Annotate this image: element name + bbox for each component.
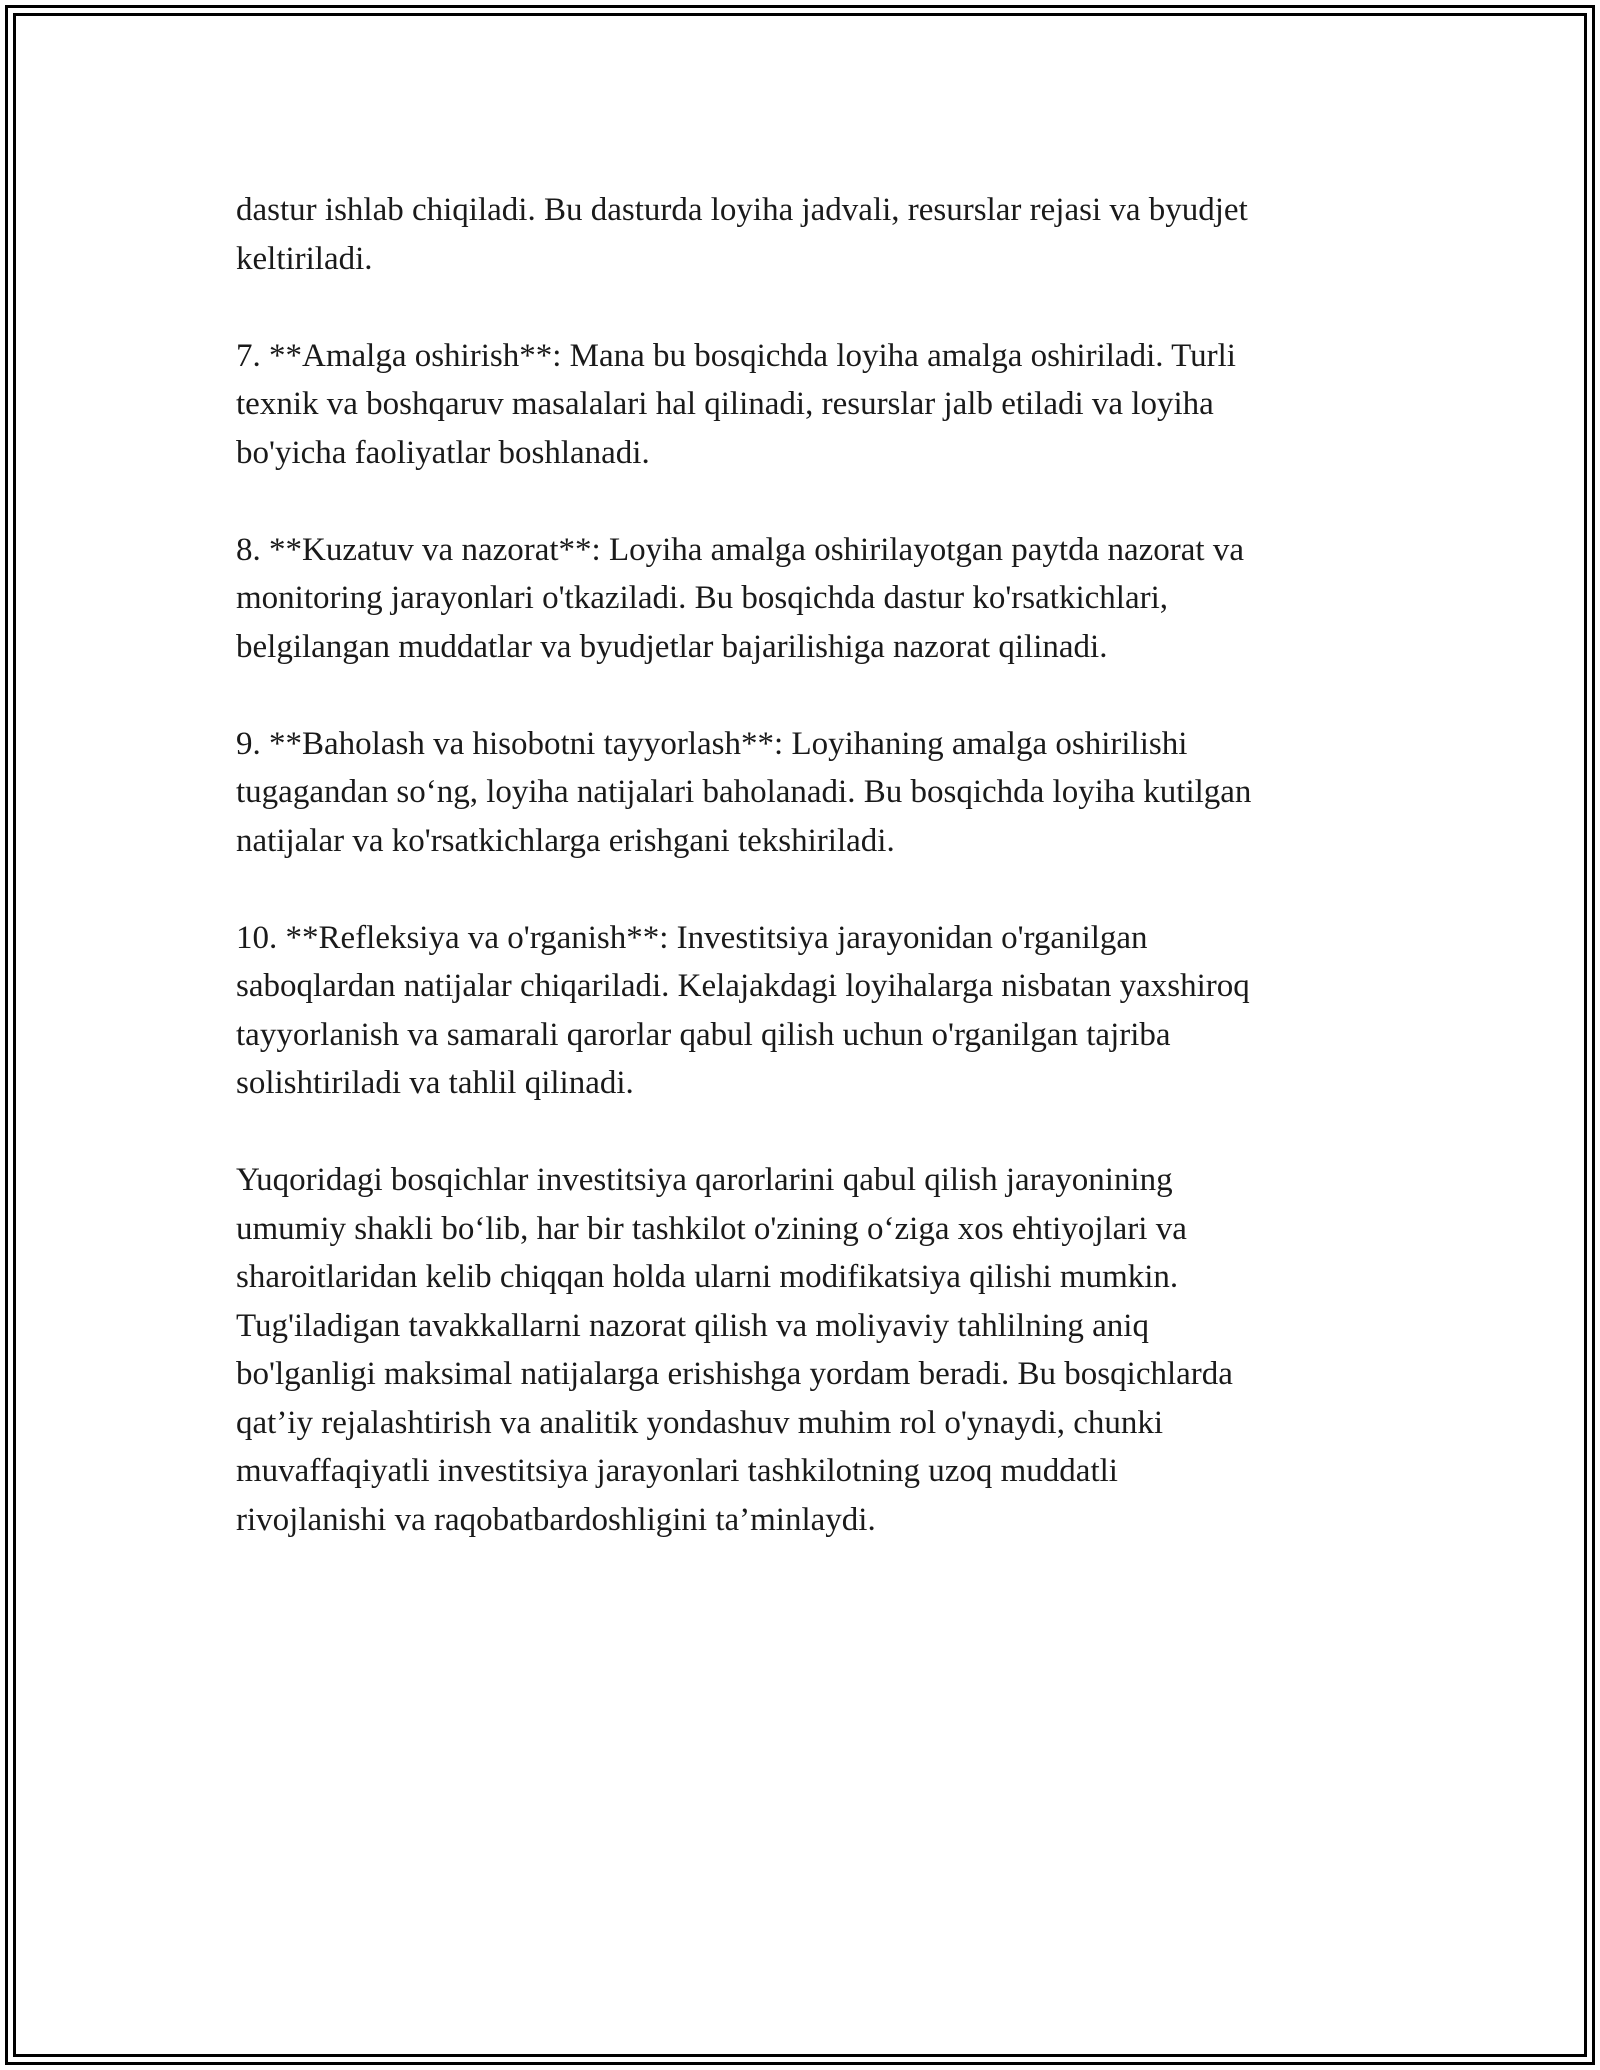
paragraph-conclusion: Yuqoridagi bosqichlar investitsiya qarorlarini qabul qilish jarayonining umumiy shakli bo‘lib, har bir tashkilot o'zining o‘ziga xos ehtiyojlari va sharoitlaridan kelib chiqqan holda ularni modifikatsiya qilishi mumkin. Tug'iladigan tavakkallarni nazorat qilish va moliyaviy tahlilning aniq bo'lganligi maksimal natijalarga erishishga yordam beradi. Bu bosqichlarda qat’iy rejalashtirish va analitik yondashuv muhim rol o'ynaydi, chunki muvaffaqiyatli investitsiya jarayonlari tashkilotning uzoq muddatli rivojlanishi va raqobatbardoshligini ta’minlaydi. bbox=[236, 1162, 1233, 1538]
paragraph-step-7: 7. **Amalga oshirish**: Mana bu bosqichda loyiha amalga oshiriladi. Turli texnik va boshqaruv masalalari hal qilinadi, resurslar jalb etiladi va loyiha bo'yicha faoliyatlar boshlanadi. bbox=[236, 337, 1236, 471]
paragraph-step-10: 10. **Refleksiya va o'rganish**: Investitsiya jarayonidan o'rganilgan saboqlardan natijalar chiqariladi. Kelajakdagi loyihalarga nisbatan yaxshiroq tayyorlanish va samarali qarorlar qabul qilish uchun o'rganilgan tajriba solishtiriladi va tahlil qilinadi. bbox=[236, 919, 1250, 1101]
paragraph-plan-continuation: dastur ishlab chiqiladi. Bu dasturda loyiha jadvali, resurslar rejasi va byudjet keltiriladi. bbox=[236, 192, 1248, 277]
document-body bbox=[236, 186, 1366, 1544]
paragraph-step-8: 8. **Kuzatuv va nazorat**: Loyiha amalga oshirilayotgan paytda nazorat va monitoring jarayonlari o'tkaziladi. Bu bosqichda dastur ko'rsatkichlari, belgilangan muddatlar va byudjetlar bajarilishiga nazorat qilinadi. bbox=[236, 531, 1244, 665]
paragraph-step-9: 9. **Baholash va hisobotni tayyorlash**: Loyihaning amalga oshirilishi tugagandan so‘ng, loyiha natijalari baholanadi. Bu bosqichda loyiha kutilgan natijalar va ko'rsatkichlarga erishgani tekshiriladi. bbox=[236, 725, 1252, 859]
